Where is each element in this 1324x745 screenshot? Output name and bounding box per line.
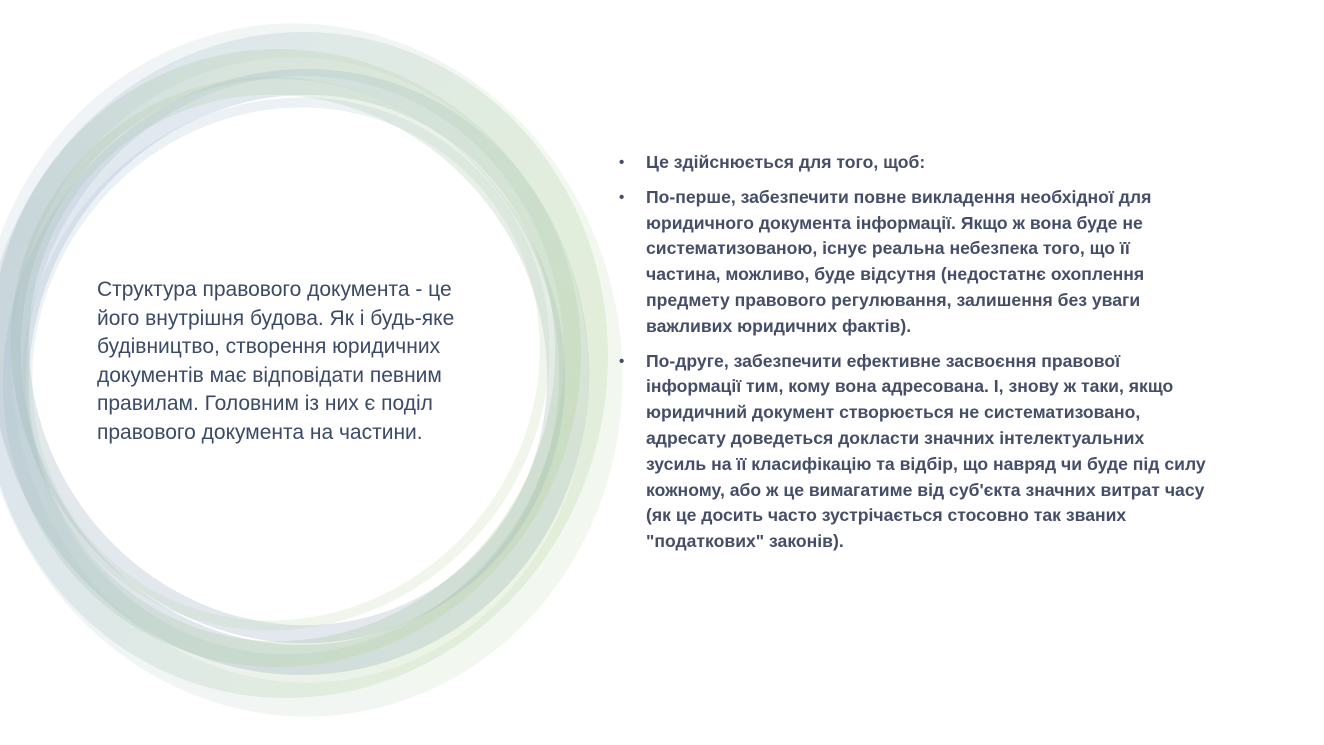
left-paragraph: Структура правового документа - це його внутрішня будова. Як і будь-яке будівництво, створення юридичних документів має відповідати певним правилам. Головним із них є поділ правового документа на частини. [97,278,455,444]
bullet-dot-icon: • [619,188,625,206]
bullet-item-intro [618,150,1208,176]
bullet-text: По-друге, забезпечити ефективне засвоєння правової інформації тим, кому вона адресована. І, знову ж таки, якщо юридичний документ створюється не систематизовано, адресату доведеться докласти значних інтелектуальних зусиль на її класифікацію та відбір, що навряд чи буде під силу кожному, або ж це вимагатиме від суб'єкта значних витрат часу (як це досить часто зустрічається стосовно так званих "податкових" законів). [646,350,1206,552]
bullet-dot-icon: • [619,154,625,171]
bullet-text: Це здійснюється для того, щоб: [646,152,926,172]
bullet-dot-icon: • [619,352,625,370]
bullet-list [618,150,1208,564]
bullet-item-first [618,185,1208,340]
bullet-text: По-перше, забезпечити повне викладення необхідної для юридичного документа інформації. Якщо ж вона буде не систематизованою, існує реальна небезпека того, що її частина, можливо, буде відсутня (недостатнє охоплення предмету правового регулювання, залишення без уваги важливих юридичних фактів). [646,186,1152,336]
bullet-item-second [618,349,1208,555]
